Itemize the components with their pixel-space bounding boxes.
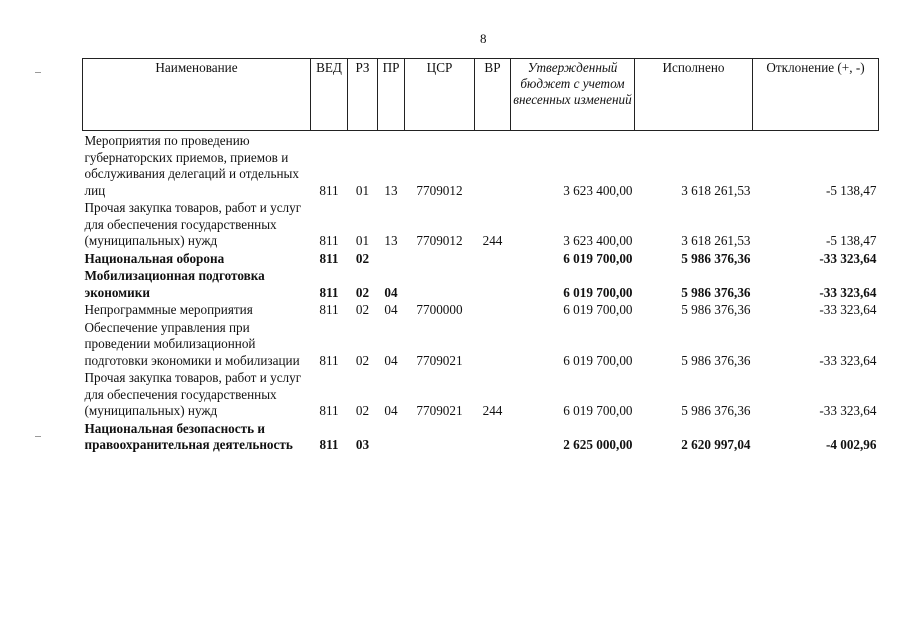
row-executed: 5 986 376,36: [681, 403, 751, 418]
row-executed: 5 986 376,36: [681, 352, 751, 368]
row-pr: [378, 250, 405, 268]
row-approved: 6 019 700,00: [563, 284, 633, 300]
row-rz: 03: [355, 437, 370, 452]
table-row: [83, 369, 879, 420]
row-pr: 04: [384, 352, 398, 368]
row-vr: [475, 267, 511, 301]
row-deviation: -4 002,96: [825, 437, 877, 452]
row-executed: 2 620 997,04: [681, 437, 751, 452]
row-name: Обеспечение управления при проведении мобилизационной подготовки экономики и мобилизации: [84, 319, 300, 368]
header-pr: ПР: [378, 59, 405, 131]
row-executed: 3 618 261,53: [681, 233, 751, 248]
row-executed: 3 618 261,53: [681, 182, 751, 198]
row-executed: 5 986 376,36: [681, 250, 751, 266]
header-executed: Исполнено: [635, 59, 753, 131]
row-name: Непрограммные мероприятия: [84, 302, 253, 317]
row-vr: 244: [482, 233, 503, 248]
table-row: [83, 131, 879, 200]
margin-mark: [35, 436, 41, 437]
row-ved: 811: [319, 250, 339, 266]
row-approved: 3 623 400,00: [563, 182, 633, 198]
row-deviation: -33 323,64: [819, 302, 877, 317]
row-name: Национальная безопасность и правоохранительная деятельность: [84, 420, 293, 452]
row-approved: 6 019 700,00: [563, 250, 633, 266]
row-csr: [405, 420, 475, 454]
row-rz: 02: [355, 403, 370, 418]
table-row: [83, 319, 879, 370]
row-csr: [405, 250, 475, 268]
row-rz: 01: [355, 182, 370, 198]
row-rz: 02: [355, 284, 370, 300]
row-csr: [405, 267, 475, 301]
row-deviation: -33 323,64: [819, 352, 877, 368]
table-row: [83, 250, 879, 268]
row-pr: 13: [384, 233, 398, 248]
row-rz: 02: [355, 352, 370, 368]
row-vr: [475, 420, 511, 454]
row-name: Мероприятия по проведению губернаторских приемов, приемов и обслуживания делегаций и отдельных лиц: [84, 133, 299, 198]
row-approved: 6 019 700,00: [563, 403, 633, 418]
row-deviation: -33 323,64: [819, 403, 877, 418]
margin-mark: [35, 72, 41, 73]
row-deviation: -33 323,64: [819, 250, 877, 266]
row-ved: 811: [319, 302, 339, 317]
row-pr: 04: [384, 302, 398, 317]
row-ved: 811: [319, 284, 339, 300]
row-vr: [475, 301, 511, 319]
row-name: Национальная оборона: [84, 250, 225, 266]
header-rz: РЗ: [348, 59, 378, 131]
table-row: [83, 199, 879, 250]
row-ved: 811: [319, 437, 339, 452]
row-pr: 13: [384, 182, 398, 198]
row-deviation: -5 138,47: [825, 182, 877, 198]
row-name: Прочая закупка товаров, работ и услуг для обеспечения государственных (муниципальных) нужд: [84, 370, 302, 418]
row-vr: [475, 131, 511, 200]
page-number: 8: [480, 31, 487, 46]
row-approved: 3 623 400,00: [563, 233, 633, 248]
budget-table: [82, 58, 879, 454]
header-ved: ВЕД: [311, 59, 348, 131]
row-vr: [475, 250, 511, 268]
table-row: [83, 420, 879, 454]
row-csr: 7709012: [416, 182, 463, 198]
row-pr: [378, 420, 405, 454]
row-vr: 244: [482, 403, 503, 418]
row-name: Мобилизационная подготовка экономики: [84, 268, 265, 300]
row-pr: 04: [384, 284, 398, 300]
row-vr: [475, 319, 511, 370]
row-executed: 5 986 376,36: [681, 302, 751, 317]
row-rz: 02: [355, 250, 370, 266]
row-csr: 7709012: [416, 233, 463, 248]
row-ved: 811: [319, 182, 339, 198]
header-deviation: Отклонение (+, -): [753, 59, 879, 131]
row-ved: 811: [319, 352, 339, 368]
row-rz: 02: [355, 302, 370, 317]
row-csr: 7700000: [416, 302, 463, 317]
row-pr: 04: [384, 403, 398, 418]
row-ved: 811: [319, 233, 339, 248]
row-deviation: -5 138,47: [825, 233, 877, 248]
header-name: Наименование: [83, 59, 311, 131]
header-approved: Утвержденный бюджет с учетом внесенных изменений: [511, 59, 635, 131]
row-approved: 6 019 700,00: [563, 352, 633, 368]
header-vr: ВР: [475, 59, 511, 131]
header-row: [83, 59, 879, 131]
row-csr: 7709021: [416, 352, 463, 368]
row-name: Прочая закупка товаров, работ и услуг для обеспечения государственных (муниципальных) нужд: [84, 200, 302, 248]
row-approved: 6 019 700,00: [563, 302, 633, 317]
row-rz: 01: [355, 233, 370, 248]
row-ved: 811: [319, 403, 339, 418]
row-executed: 5 986 376,36: [681, 284, 751, 300]
header-csr: ЦСР: [405, 59, 475, 131]
row-deviation: -33 323,64: [819, 284, 877, 300]
row-csr: 7709021: [416, 403, 463, 418]
row-approved: 2 625 000,00: [563, 437, 633, 452]
table-row: [83, 301, 879, 319]
table-row: [83, 267, 879, 301]
